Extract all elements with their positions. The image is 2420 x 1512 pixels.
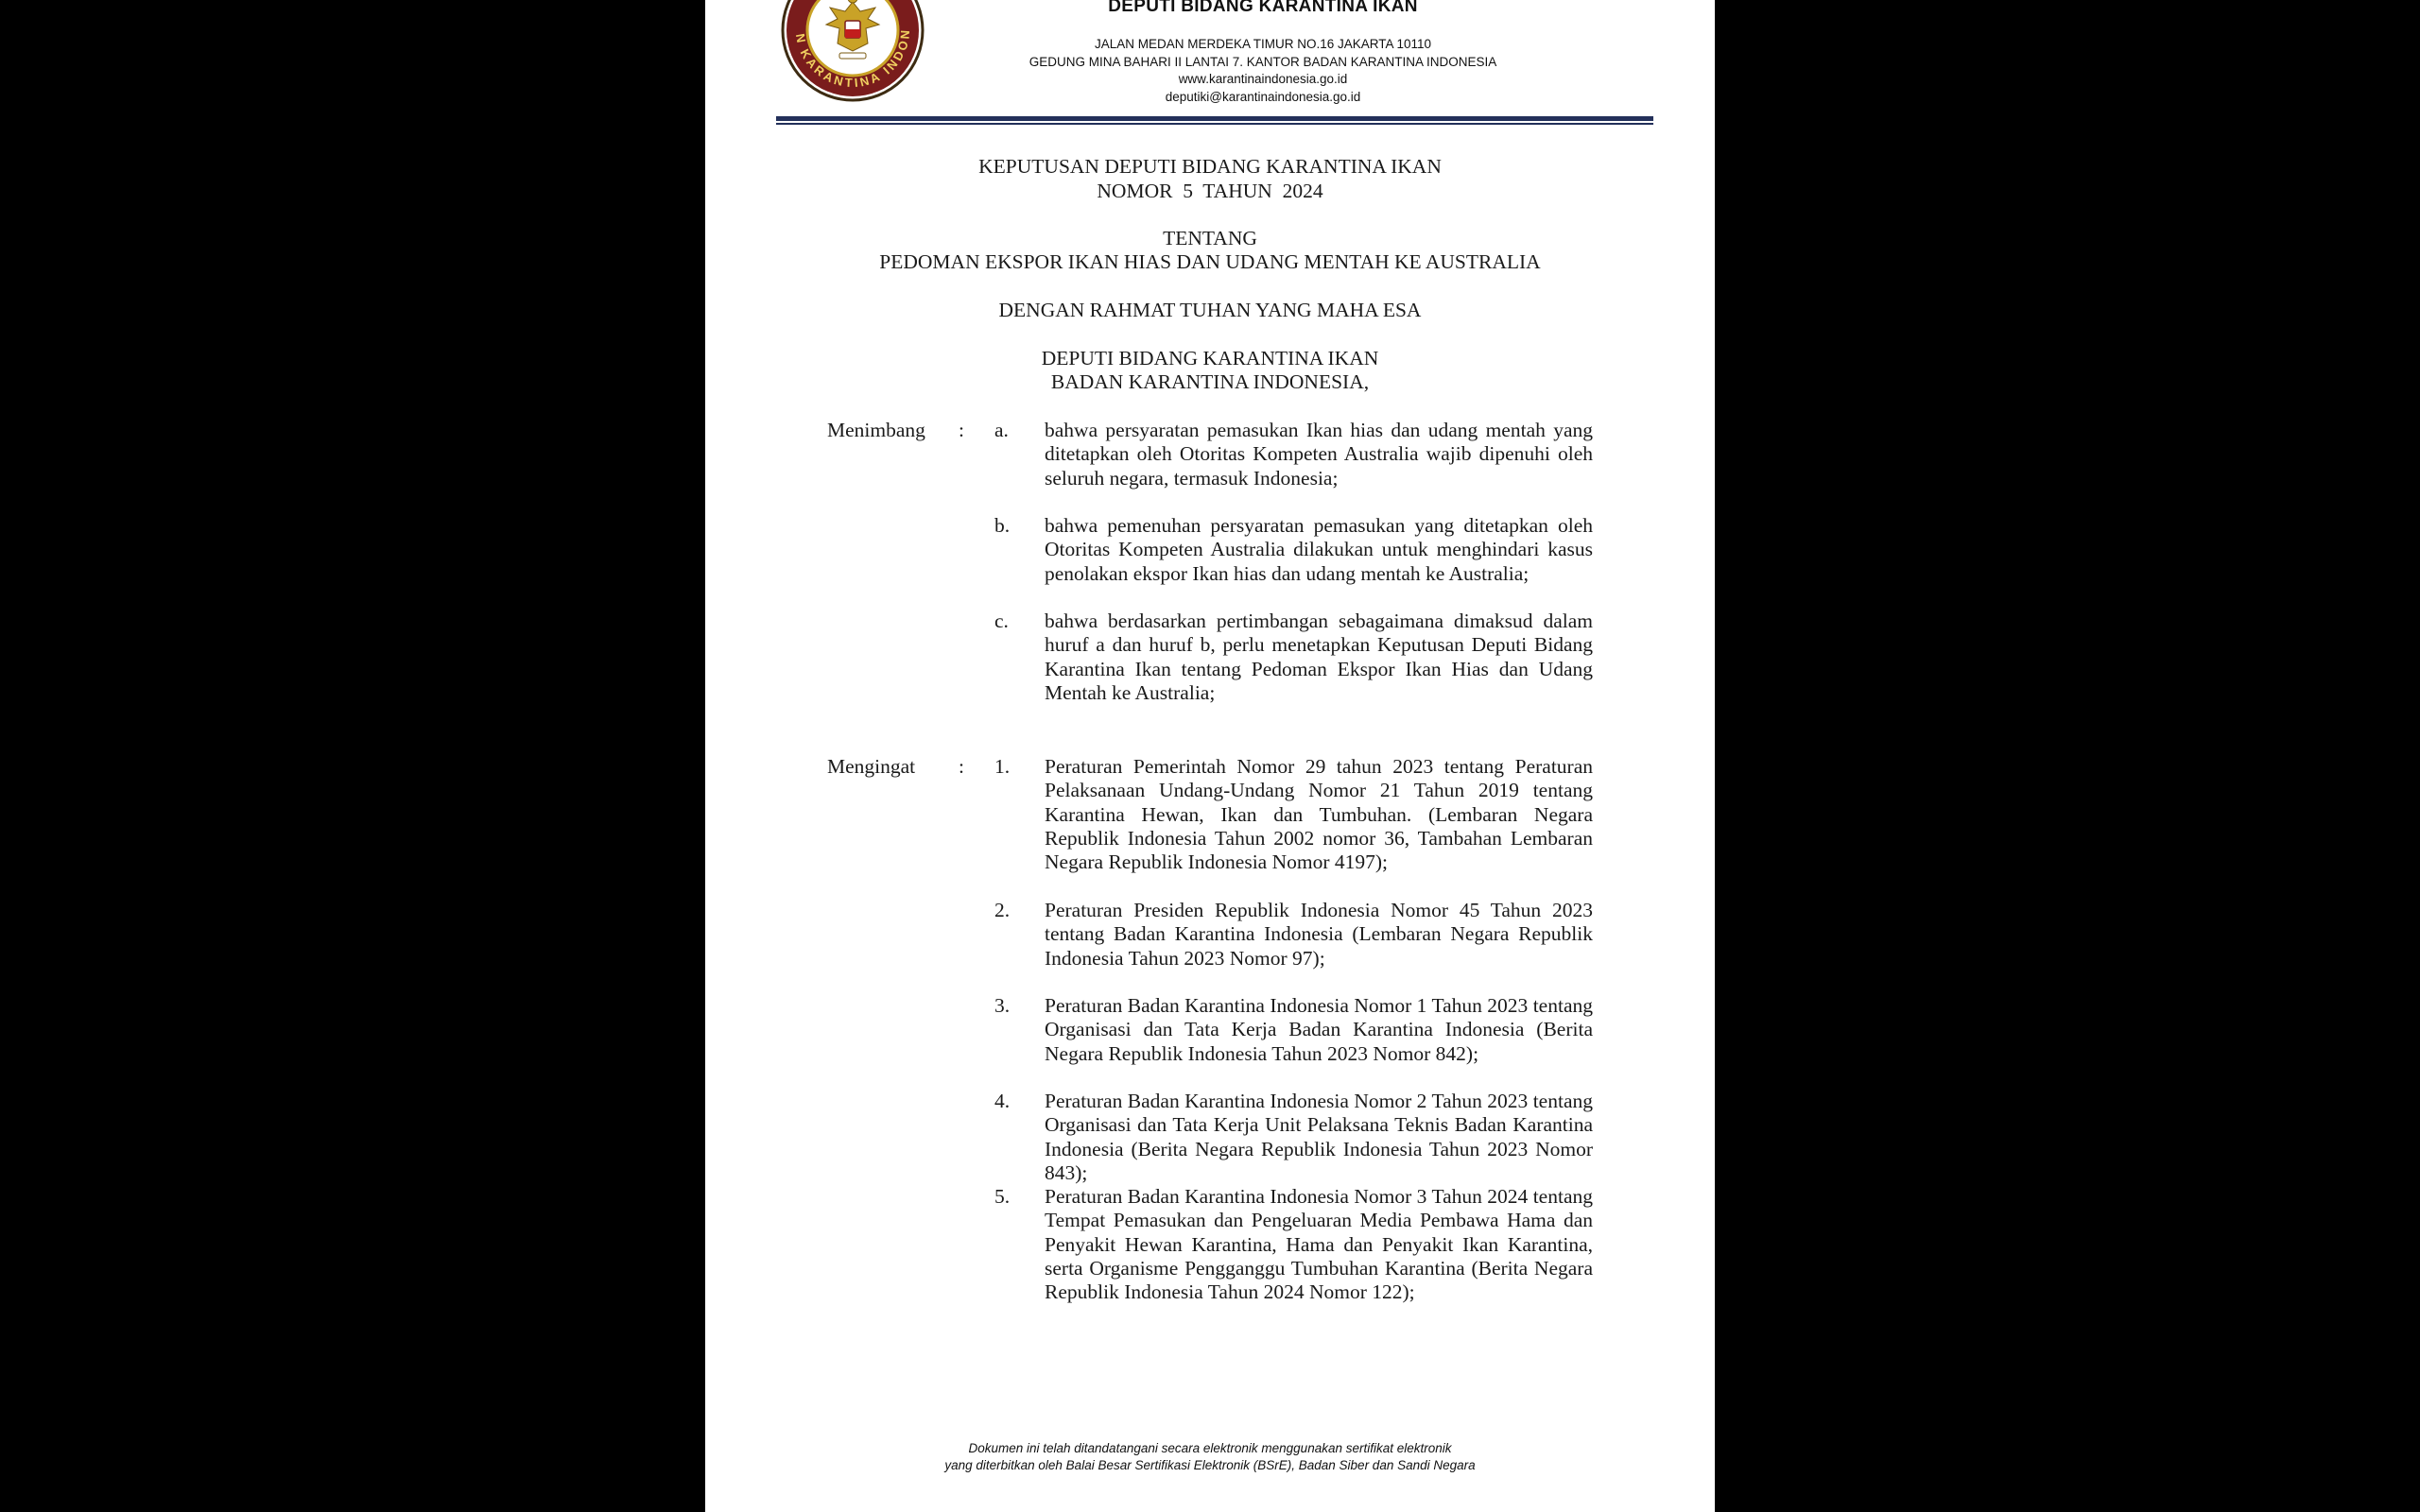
letterhead-divider (776, 116, 1653, 121)
issuer-line-1: DEPUTI BIDANG KARANTINA IKAN (1041, 347, 1379, 369)
document-page[interactable] (705, 0, 1715, 1512)
decree-subject: PEDOMAN EKSPOR IKAN HIAS DAN UDANG MENTAH KE AUSTRALIA (879, 250, 1541, 273)
address-email: deputiki@karantinaindonesia.go.id (1165, 89, 1361, 104)
mengingat-marker-2: 2. (994, 899, 1011, 921)
mengingat-item-1: Peraturan Pemerintah Nomor 29 tahun 2023 tentang Peraturan Pelaksanaan Undang-Undang Nomor 21 Tahun 2019 tentang Karantina Hewan, Ikan dan Tumbuhan. (Lembaran Negara Republik Indonesia Tahun 2002 nomor 36, Tambahan Lembaran Negara Republik Indonesia Nomor 4197); (1045, 755, 1593, 874)
menimbang-colon: : (959, 419, 964, 441)
mengingat-marker-1: 1. (994, 755, 1011, 778)
address-street: JALAN MEDAN MERDEKA TIMUR NO.16 JAKARTA 10110 (1094, 37, 1432, 51)
footer-line-1: Dokumen ini telah ditandatangani secara elektronik menggunakan sertifikat elektronik (968, 1441, 1452, 1455)
mengingat-marker-3: 3. (994, 994, 1011, 1017)
menimbang-marker-a: a. (994, 419, 1009, 441)
mengingat-item-4: Peraturan Badan Karantina Indonesia Nomor 2 Tahun 2023 tentang Organisasi dan Tata Kerja Unit Pelaksana Teknis Badan Karantina Indonesia (Berita Negara Republik Indonesia Tahun 2023 Nomor 843); (1045, 1090, 1593, 1184)
garuda-emblem-icon (781, 0, 925, 102)
mengingat-colon: : (959, 755, 964, 778)
mengingat-item-3: Peraturan Badan Karantina Indonesia Nomor 1 Tahun 2023 tentang Organisasi dan Tata Kerja Badan Karantina Indonesia (Berita Negara Republik Indonesia Tahun 2023 Nomor 842); (1045, 994, 1593, 1065)
address-building: GEDUNG MINA BAHARI II LANTAI 7. KANTOR BADAN KARANTINA INDONESIA (1028, 54, 1497, 69)
letterhead-divider-thin (776, 123, 1653, 125)
mengingat-label: Mengingat (827, 755, 916, 778)
about-heading: TENTANG (1163, 227, 1257, 249)
menimbang-item-c: bahwa berdasarkan pertimbangan sebagaimana dimaksud dalam huruf a dan huruf b, perlu menetapkan Keputusan Deputi Bidang Karantina Ikan tentang Pedoman Ekspor Ikan Hias dan Udang Mentah ke Australia; (1045, 610, 1593, 704)
menimbang-marker-b: b. (994, 514, 1011, 537)
menimbang-marker-c: c. (994, 610, 1009, 632)
address-website: www.karantinaindonesia.go.id (1178, 72, 1348, 86)
mengingat-marker-4: 4. (994, 1090, 1011, 1112)
menimbang-item-a: bahwa persyaratan pemasukan Ikan hias dan udang mentah yang ditetapkan oleh Otoritas Kompeten Australia wajib dipenuhi oleh seluruh negara, termasuk Indonesia; (1045, 419, 1593, 490)
mengingat-item-2: Peraturan Presiden Republik Indonesia Nomor 45 Tahun 2023 tentang Badan Karantina Indonesia (Lembaran Negara Republik Indonesia Tahun 2023 Nomor 97); (1045, 899, 1593, 970)
footer-line-2: yang diterbitkan oleh Balai Besar Sertifikasi Elektronik (BSrE), Badan Siber dan Sandi Negara (944, 1458, 1476, 1472)
letterhead-address (942, 36, 1584, 106)
mengingat-marker-5: 5. (994, 1185, 1011, 1208)
menimbang-item-b: bahwa pemenuhan persyaratan pemasukan yang ditetapkan oleh Otoritas Kompeten Australia dilakukan untuk menghindari kasus penolakan ekspor Ikan hias dan udang mentah ke Australia; (1045, 514, 1593, 585)
decree-title: KEPUTUSAN DEPUTI BIDANG KARANTINA IKAN (978, 155, 1442, 178)
logo-ring-text: N KARANTINA INDON (792, 26, 913, 91)
agency-title: DEPUTI BIDANG KARANTINA IKAN (1108, 0, 1418, 16)
mengingat-item-5: Peraturan Badan Karantina Indonesia Nomor 3 Tahun 2024 tentang Tempat Pemasukan dan Pengeluaran Media Pembawa Hama dan Penyakit Hewan Karantina, Hama dan Penyakit Ikan Karantina, serta Organisme Pengganggu Tumbuhan Karantina (Berita Negara Republik Indonesia Tahun 2024 Nomor 122); (1045, 1185, 1593, 1304)
issuer-line-2: BADAN KARANTINA INDONESIA, (1050, 370, 1370, 393)
electronic-signature-note (705, 1440, 1715, 1474)
menimbang-label: Menimbang (827, 419, 925, 441)
decree-number: NOMOR 5 TAHUN 2024 (1097, 180, 1323, 202)
invocation: DENGAN RAHMAT TUHAN YANG MAHA ESA (998, 299, 1422, 321)
